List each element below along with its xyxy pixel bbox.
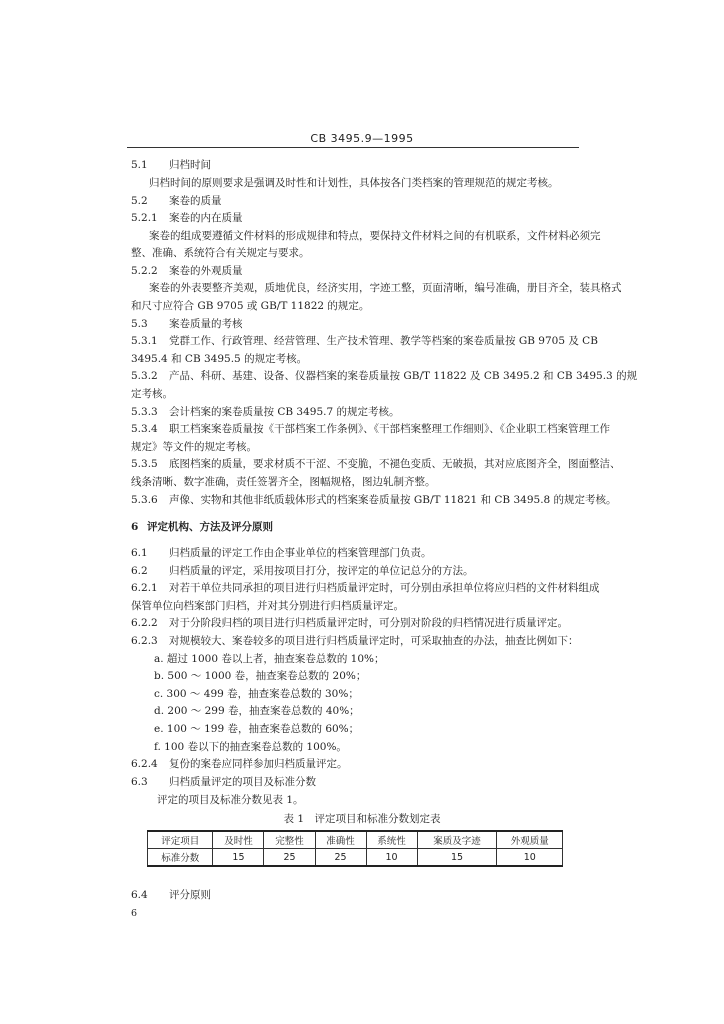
section-number: 6.2.2 bbox=[131, 617, 158, 629]
table-row bbox=[148, 849, 563, 867]
paragraph: 评定的项目及标准分数见表 1。 bbox=[157, 794, 304, 806]
section-number: 5.2.2 bbox=[131, 265, 158, 277]
section-5-3-3 bbox=[131, 405, 579, 419]
chapter-title: 评定机构、方法及评分原则 bbox=[147, 521, 273, 533]
table-cell: 15 bbox=[417, 849, 497, 867]
table-header-cell: 案质及字迹 bbox=[417, 831, 497, 849]
section-number: 6.3 bbox=[131, 776, 148, 788]
paragraph-continued: 定考核。 bbox=[131, 388, 173, 400]
section-6-2 bbox=[131, 564, 579, 578]
section-number: 5.3.3 bbox=[131, 406, 158, 418]
section-number: 5.3.4 bbox=[131, 423, 158, 435]
paragraph-continued: 3495.4 和 CB 3495.5 的规定考核。 bbox=[131, 353, 308, 365]
table-cell: 25 bbox=[315, 849, 366, 867]
section-5-3-4 bbox=[131, 422, 610, 436]
table-header-cell: 及时性 bbox=[213, 831, 264, 849]
section-number: 5.3 bbox=[131, 318, 148, 330]
section-5-3-1 bbox=[131, 334, 598, 348]
paragraph: 案卷的组成要遵循文件材料的形成规律和特点，要保持文件材料之间的有机联系，文件材料必须完 bbox=[149, 230, 601, 242]
list-item: b. 500 ～ 1000 卷，抽查案卷总数的 20%； bbox=[154, 670, 367, 682]
table-caption: 表 1 评定项目和标准分数划定表 bbox=[283, 813, 441, 825]
paragraph: 归档时间的原则要求是强调及时性和计划性，具体按各门类档案的管理规范的规定考核。 bbox=[149, 177, 559, 189]
section-6-2-1 bbox=[131, 581, 600, 595]
paragraph-continued: 整、准确、系统符合有关规定与要求。 bbox=[131, 247, 310, 259]
table-cell: 10 bbox=[366, 849, 417, 867]
section-5-2-2 bbox=[131, 264, 579, 278]
table-header-cell: 外观质量 bbox=[497, 831, 563, 849]
section-number: 5.3.1 bbox=[131, 335, 158, 347]
section-number: 5.3.5 bbox=[131, 458, 158, 470]
section-number: 6.1 bbox=[131, 547, 148, 559]
section-heading: 案卷的质量 bbox=[169, 195, 222, 207]
table-header-cell: 评定项目 bbox=[148, 831, 213, 849]
section-text: 产品、科研、基建、设备、仪器档案的案卷质量按 GB/T 11822 及 CB 3495.2 和 CB 3495.3 的规 bbox=[169, 370, 638, 382]
section-5-3 bbox=[131, 317, 579, 331]
section-number: 6.2 bbox=[131, 565, 148, 577]
section-5-3-2 bbox=[131, 369, 638, 383]
page-number: 6 bbox=[131, 908, 138, 919]
list-item: f. 100 卷以下的抽查案卷总数的 100%。 bbox=[154, 741, 347, 753]
table-header-cell: 准确性 bbox=[315, 831, 366, 849]
section-number: 6.2.3 bbox=[131, 635, 158, 647]
section-5-2-1 bbox=[131, 211, 579, 225]
section-6-1 bbox=[131, 546, 579, 560]
table-header-cell: 完整性 bbox=[264, 831, 315, 849]
section-heading: 案卷的外观质量 bbox=[169, 265, 243, 277]
list-item: a. 超过 1000 卷以上者，抽查案卷总数的 10%； bbox=[154, 653, 385, 665]
chapter-number: 6 bbox=[131, 521, 139, 533]
table-cell: 15 bbox=[213, 849, 264, 867]
table-cell: 25 bbox=[264, 849, 315, 867]
section-number: 5.1 bbox=[131, 159, 148, 171]
section-text: 底图档案的质量，要求材质不干涩、不变脆，不褪色变质、无破损，其对应底图齐全，图面整洁、 bbox=[169, 458, 621, 470]
list-item: c. 300 ～ 499 卷，抽查案卷总数的 30%； bbox=[154, 688, 359, 700]
section-text: 对于分阶段归档的项目进行归档质量评定时，可分别对阶段的归档情况进行质量评定。 bbox=[169, 617, 568, 629]
section-5-3-6 bbox=[131, 493, 617, 507]
section-text: 归档质量的评定，采用按项目打分，按评定的单位记总分的方法。 bbox=[169, 565, 474, 577]
section-number: 6.2.1 bbox=[131, 582, 158, 594]
paragraph: 案卷的外表要整齐美观，质地优良，经济实用，字迹工整，页面清晰，编号准确，册目齐全，装具格式 bbox=[149, 282, 622, 294]
paragraph-continued: 保管单位向档案部门归档，并对其分别进行归档质量评定。 bbox=[131, 600, 404, 612]
section-6-2-4 bbox=[131, 757, 579, 771]
section-text: 会计档案的案卷质量按 CB 3495.7 的规定考核。 bbox=[169, 406, 400, 418]
paragraph-continued: 和尺寸应符合 GB 9705 或 GB/T 11822 的规定。 bbox=[131, 300, 370, 312]
table-cell: 10 bbox=[497, 849, 563, 867]
section-6-2-2 bbox=[131, 616, 579, 630]
table-header-cell: 系统性 bbox=[366, 831, 417, 849]
section-number: 5.2 bbox=[131, 195, 148, 207]
section-text: 对规模较大、案卷较多的项目进行归档质量评定时，可采取抽查的办法，抽查比例如下： bbox=[169, 635, 579, 647]
section-text: 党群工作、行政管理、经营管理、生产技术管理、教学等档案的案卷质量按 GB 9705 及 CB bbox=[169, 335, 598, 347]
page-header: CB 3495.9—1995 bbox=[310, 132, 414, 145]
chapter-6-heading bbox=[131, 520, 579, 534]
paragraph-continued: 线条清晰、数字准确，责任签署齐全，图幅规格，图边轧制齐整。 bbox=[131, 476, 436, 488]
section-heading: 案卷质量的考核 bbox=[169, 318, 243, 330]
paragraph-continued: 规定》等文件的规定考核。 bbox=[131, 441, 257, 453]
section-number: 5.3.6 bbox=[131, 494, 158, 506]
section-5-2 bbox=[131, 194, 579, 208]
scoring-table bbox=[147, 830, 563, 867]
section-text: 对若干单位共同承担的项目进行归档质量评定时，可分别由承担单位将应归档的文件材料组成 bbox=[169, 582, 600, 594]
section-heading: 评分原则 bbox=[169, 889, 211, 901]
list-item: d. 200 ～ 299 卷，抽查案卷总数的 40%； bbox=[154, 705, 360, 717]
section-text: 复份的案卷应同样参加归档质量评定。 bbox=[169, 758, 348, 770]
table-cell: 标准分数 bbox=[148, 849, 213, 867]
section-number: 6.4 bbox=[131, 889, 148, 901]
section-6-3 bbox=[131, 775, 579, 789]
table-header-row bbox=[148, 831, 563, 849]
section-text: 归档质量的评定工作由企事业单位的档案管理部门负责。 bbox=[169, 547, 432, 559]
section-5-3-5 bbox=[131, 457, 621, 471]
section-text: 职工档案案卷质量按《干部档案工作条例》、《干部档案整理工作细则》、《企业职工档案管理工作 bbox=[169, 423, 610, 435]
section-number: 5.3.2 bbox=[131, 370, 158, 382]
header-rule bbox=[127, 147, 579, 148]
section-6-4 bbox=[131, 888, 579, 902]
section-heading: 归档质量评定的项目及标准分数 bbox=[169, 776, 316, 788]
section-6-2-3 bbox=[131, 634, 579, 648]
section-heading: 案卷的内在质量 bbox=[169, 212, 243, 224]
section-heading: 归档时间 bbox=[169, 159, 211, 171]
section-number: 6.2.4 bbox=[131, 758, 158, 770]
list-item: e. 100 ～ 199 卷，抽查案卷总数的 60%； bbox=[154, 723, 360, 735]
section-number: 5.2.1 bbox=[131, 212, 158, 224]
section-5-1 bbox=[131, 158, 579, 172]
section-text: 声像、实物和其他非纸质载体形式的档案案卷质量按 GB/T 11821 和 CB 3495.8 的规定考核。 bbox=[169, 494, 617, 506]
